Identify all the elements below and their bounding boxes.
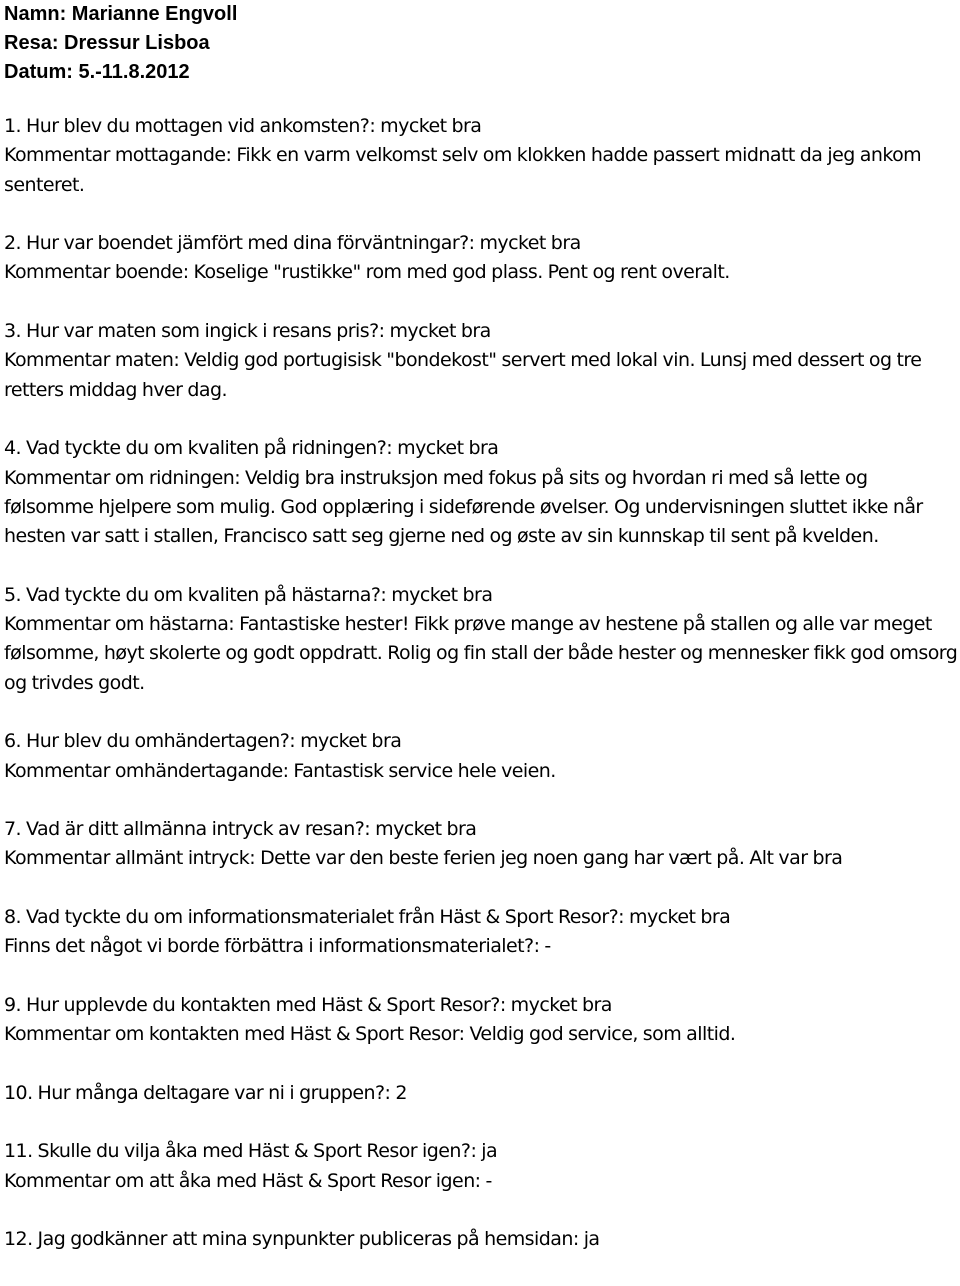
- question-text: 12. Jag godkänner att mina synpunkter publiceras på hemsidan: ja: [4, 1228, 600, 1251]
- question-text: 9. Hur upplevde du kontakten med Häst & Sport Resor?: mycket bra: [4, 993, 612, 1016]
- comment-text: Kommentar maten: Veldig god portugisisk "bondekost" servert med lokal vin. Lunsj med dessert og tre retters middag hver dag.: [4, 349, 922, 401]
- participant-name: Namn: Marianne Engvoll: [4, 3, 238, 25]
- question-text: 2. Hur var boendet jämfört med dina förväntningar?: mycket bra: [4, 232, 581, 255]
- survey-item-3: [4, 317, 958, 405]
- survey-item-11: [4, 1137, 958, 1196]
- question-text: 4. Vad tyckte du om kvaliten på ridningen?: mycket bra: [4, 437, 499, 460]
- trip-name: Resa: Dressur Lisboa: [4, 32, 210, 54]
- survey-item-2: [4, 229, 958, 288]
- survey-item-7: [4, 815, 958, 874]
- comment-text: Kommentar om att åka med Häst & Sport Resor igen: -: [4, 1169, 492, 1192]
- question-text: 8. Vad tyckte du om informationsmaterialet från Häst & Sport Resor?: mycket bra: [4, 906, 731, 929]
- survey-item-8: [4, 903, 958, 962]
- survey-item-1: [4, 112, 958, 200]
- comment-text: Kommentar omhändertagande: Fantastisk service hele veien.: [4, 759, 556, 782]
- question-text: 10. Hur många deltagare var ni i gruppen?: 2: [4, 1081, 407, 1104]
- comment-text: Kommentar boende: Koselige "rustikke" rom med god plass. Pent og rent overalt.: [4, 261, 730, 284]
- survey-item-12: [4, 1225, 958, 1254]
- document-header: [4, 0, 954, 87]
- trip-date: Datum: 5.-11.8.2012: [4, 61, 190, 83]
- comment-text: Kommentar allmänt intryck: Dette var den beste ferien jeg noen gang har vært på. Alt var bra: [4, 847, 843, 870]
- comment-text: Kommentar om hästarna: Fantastiske hester! Fikk prøve mange av hestene på stallen og alle var meget følsomme, høyt skolerte og godt oppdratt. Rolig og fin stall der både hester og mennesker fikk god omsorg og trivdes godt.: [4, 613, 958, 694]
- question-text: 3. Hur var maten som ingick i resans pris?: mycket bra: [4, 320, 491, 343]
- survey-item-4: [4, 434, 958, 551]
- comment-text: Kommentar mottagande: Fikk en varm velkomst selv om klokken hadde passert midnatt da jeg ankom senteret.: [4, 144, 922, 196]
- comment-text: Kommentar om ridningen: Veldig bra instruksjon med fokus på sits og hvordan ri med så lette og følsomme hjelpere som mulig. God opplæring i sideførende øvelser. Og undervisningen sluttet ikke når hesten var satt i stallen, Francisco satt seg gjerne ned og øste av sin kunnskap til sent på kvelden.: [4, 466, 923, 548]
- question-text: 7. Vad är ditt allmänna intryck av resan?: mycket bra: [4, 818, 477, 841]
- survey-item-5: [4, 581, 958, 698]
- survey-item-9: [4, 991, 958, 1050]
- question-text: 11. Skulle du vilja åka med Häst & Sport Resor igen?: ja: [4, 1140, 498, 1163]
- survey-answers: [4, 112, 958, 1284]
- question-text: 1. Hur blev du mottagen vid ankomsten?: mycket bra: [4, 115, 482, 137]
- survey-item-6: [4, 727, 958, 786]
- comment-text: Finns det något vi borde förbättra i informationsmaterialet?: -: [4, 935, 551, 958]
- question-text: 5. Vad tyckte du om kvaliten på hästarna?: mycket bra: [4, 583, 493, 606]
- question-text: 6. Hur blev du omhändertagen?: mycket bra: [4, 730, 402, 753]
- comment-text: Kommentar om kontakten med Häst & Sport Resor: Veldig god service, som alltid.: [4, 1023, 736, 1046]
- survey-item-10: [4, 1079, 958, 1108]
